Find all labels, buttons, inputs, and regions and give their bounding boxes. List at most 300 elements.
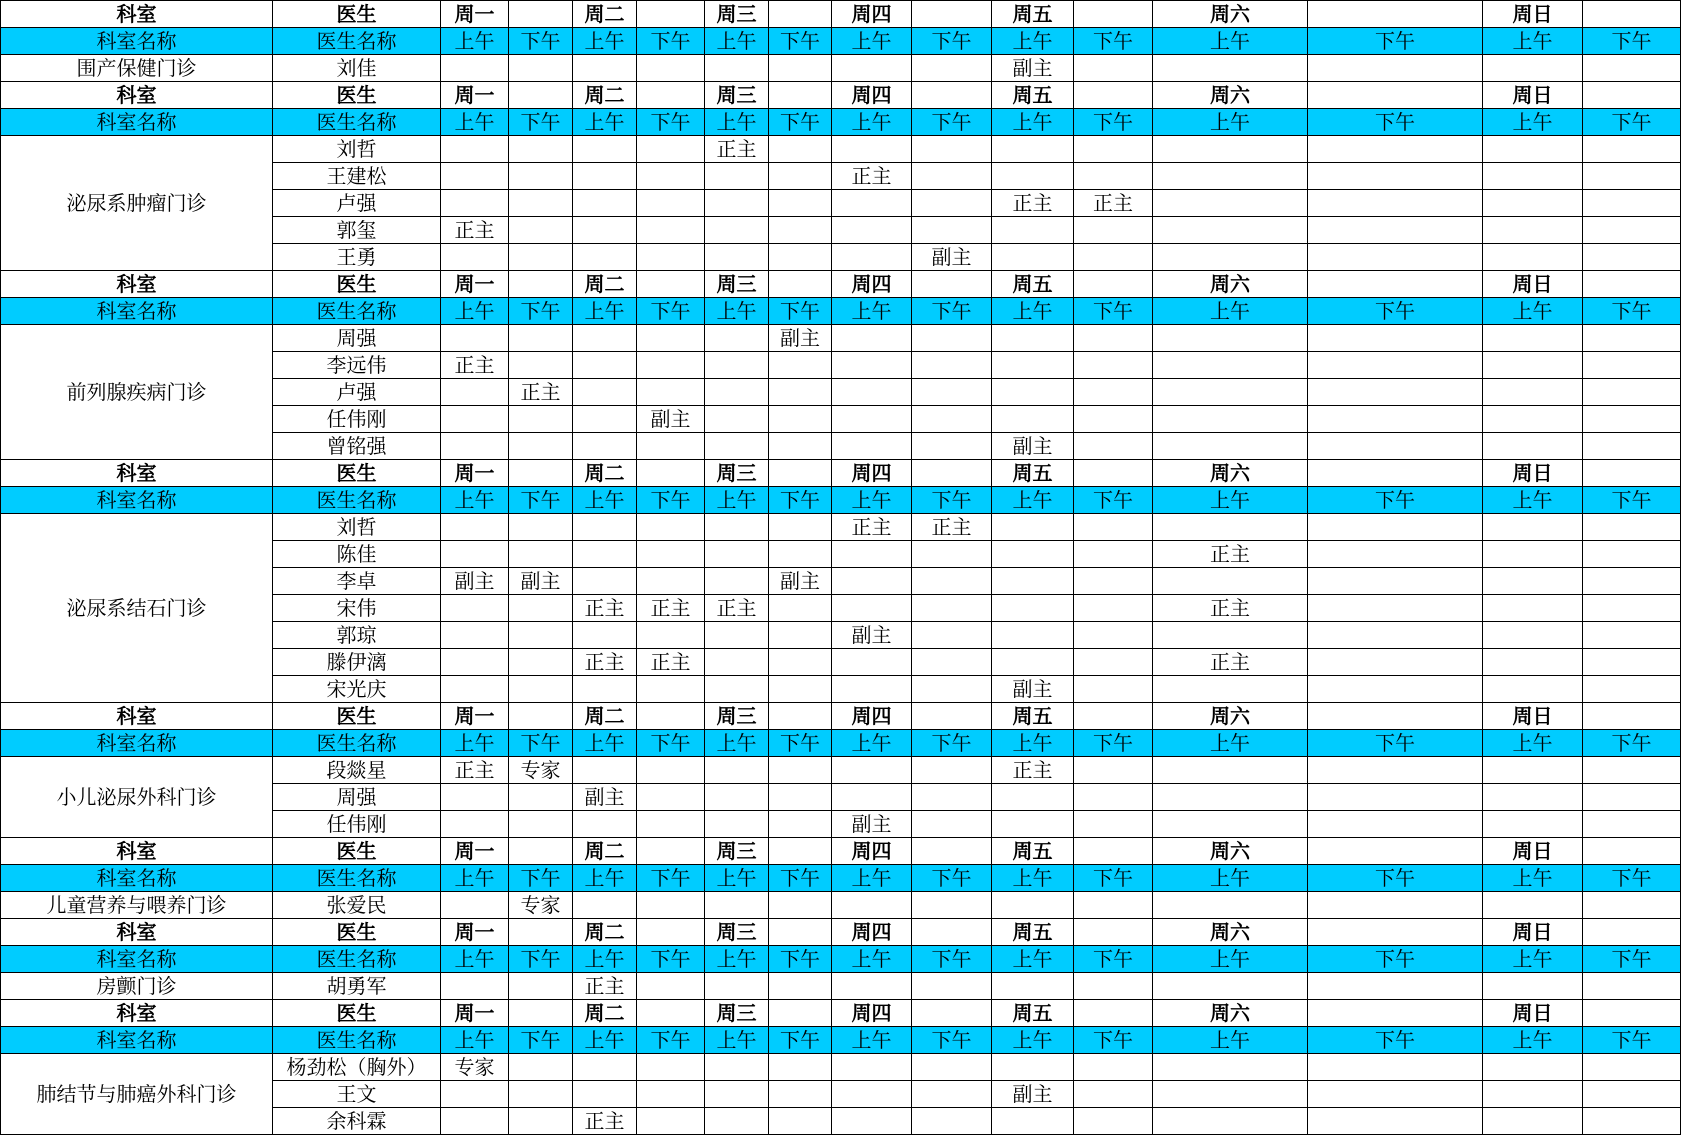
schedule-cell (992, 1054, 1074, 1081)
schedule-cell (769, 1054, 832, 1081)
subheader-cell: 下午 (637, 109, 705, 136)
subheader-row (1, 1027, 1681, 1054)
doctor-name-cell: 刘哲 (273, 514, 441, 541)
schedule-cell (1153, 352, 1308, 379)
subheader-cell: 上午 (573, 730, 637, 757)
header-cell (637, 919, 705, 946)
schedule-cell (637, 136, 705, 163)
header-cell: 科室 (1, 838, 273, 865)
header-row (1, 838, 1681, 865)
schedule-cell (992, 217, 1074, 244)
schedule-cell: 副主 (637, 406, 705, 433)
schedule-cell (573, 433, 637, 460)
schedule-cell (832, 325, 912, 352)
schedule-cell (769, 811, 832, 838)
header-cell: 周一 (441, 838, 509, 865)
subheader-cell: 上午 (1153, 298, 1308, 325)
schedule-cell (573, 406, 637, 433)
subheader-row (1, 946, 1681, 973)
schedule-cell (573, 163, 637, 190)
subheader-cell: 上午 (832, 298, 912, 325)
subheader-cell: 下午 (1074, 946, 1153, 973)
schedule-cell (769, 649, 832, 676)
header-row (1, 919, 1681, 946)
schedule-cell (1074, 1054, 1153, 1081)
schedule-cell: 正主 (637, 595, 705, 622)
subheader-cell: 下午 (1074, 730, 1153, 757)
subheader-cell: 下午 (769, 1027, 832, 1054)
subheader-cell: 上午 (573, 298, 637, 325)
header-cell (1074, 1, 1153, 28)
schedule-cell (992, 136, 1074, 163)
schedule-cell (637, 1081, 705, 1108)
schedule-cell (832, 190, 912, 217)
schedule-cell (1483, 352, 1583, 379)
schedule-cell (992, 784, 1074, 811)
subheader-cell: 下午 (1583, 1027, 1681, 1054)
schedule-cell (1308, 595, 1483, 622)
schedule-cell (509, 595, 573, 622)
header-cell: 周四 (832, 271, 912, 298)
subheader-cell: 上午 (573, 109, 637, 136)
subheader-cell: 上午 (1153, 946, 1308, 973)
schedule-cell (912, 568, 992, 595)
doctor-name-cell: 杨劲松（胸外） (273, 1054, 441, 1081)
subheader-cell: 上午 (705, 109, 769, 136)
schedule-cell (573, 325, 637, 352)
header-cell (912, 460, 992, 487)
header-cell: 周日 (1483, 82, 1583, 109)
header-cell (769, 1, 832, 28)
schedule-cell (832, 973, 912, 1000)
doctor-name-cell: 卢强 (273, 190, 441, 217)
header-cell: 医生 (273, 1000, 441, 1027)
header-cell: 周日 (1483, 703, 1583, 730)
schedule-cell (637, 244, 705, 271)
header-cell: 周三 (705, 703, 769, 730)
schedule-cell (705, 892, 769, 919)
header-cell: 周五 (992, 271, 1074, 298)
doctor-name-cell: 郭玺 (273, 217, 441, 244)
doctor-name-cell: 滕伊漓 (273, 649, 441, 676)
header-cell: 医生 (273, 919, 441, 946)
schedule-cell (912, 784, 992, 811)
header-cell (509, 703, 573, 730)
schedule-cell (441, 136, 509, 163)
schedule-cell (1308, 757, 1483, 784)
schedule-cell (1153, 568, 1308, 595)
schedule-cell (1153, 514, 1308, 541)
header-cell: 周六 (1153, 703, 1308, 730)
header-cell: 科室 (1, 703, 273, 730)
schedule-cell (912, 379, 992, 406)
schedule-cell (1483, 784, 1583, 811)
schedule-cell (769, 163, 832, 190)
schedule-cell (1483, 649, 1583, 676)
header-cell: 周六 (1153, 271, 1308, 298)
schedule-cell (441, 1081, 509, 1108)
schedule-cell: 副主 (441, 568, 509, 595)
header-cell (1308, 919, 1483, 946)
schedule-cell (441, 622, 509, 649)
subheader-cell: 上午 (992, 487, 1074, 514)
schedule-cell (832, 217, 912, 244)
schedule-cell (1483, 136, 1583, 163)
schedule-cell (509, 784, 573, 811)
schedule-cell: 正主 (637, 649, 705, 676)
subheader-cell: 下午 (637, 865, 705, 892)
subheader-cell: 上午 (1483, 730, 1583, 757)
schedule-cell (441, 406, 509, 433)
schedule-cell (637, 622, 705, 649)
subheader-cell: 上午 (573, 487, 637, 514)
header-cell (912, 703, 992, 730)
schedule-cell: 正主 (832, 514, 912, 541)
schedule-cell (1583, 892, 1681, 919)
schedule-cell (1583, 1081, 1681, 1108)
header-cell (1583, 1, 1681, 28)
schedule-cell (832, 406, 912, 433)
schedule-cell (509, 352, 573, 379)
header-cell: 周一 (441, 919, 509, 946)
schedule-cell (1483, 892, 1583, 919)
schedule-cell (992, 811, 1074, 838)
schedule-cell (1583, 973, 1681, 1000)
schedule-cell (637, 1108, 705, 1135)
subheader-cell: 下午 (1583, 298, 1681, 325)
subheader-row (1, 487, 1681, 514)
schedule-cell (832, 757, 912, 784)
header-cell: 周二 (573, 460, 637, 487)
schedule-cell (769, 55, 832, 82)
header-cell: 医生 (273, 703, 441, 730)
schedule-cell (1583, 757, 1681, 784)
schedule-cell (992, 568, 1074, 595)
subheader-cell: 下午 (509, 109, 573, 136)
subheader-cell: 上午 (832, 109, 912, 136)
subheader-cell: 下午 (1583, 109, 1681, 136)
header-cell: 周一 (441, 82, 509, 109)
schedule-cell (705, 757, 769, 784)
schedule-cell (705, 1054, 769, 1081)
header-cell: 周六 (1153, 1, 1308, 28)
schedule-cell (1483, 379, 1583, 406)
dept-name-cell: 围产保健门诊 (1, 55, 273, 82)
subheader-cell: 上午 (1483, 28, 1583, 55)
subheader-cell: 下午 (509, 946, 573, 973)
doctor-name-cell: 刘佳 (273, 55, 441, 82)
schedule-cell (705, 406, 769, 433)
schedule-cell (1483, 244, 1583, 271)
schedule-cell (509, 1054, 573, 1081)
schedule-cell: 正主 (832, 163, 912, 190)
schedule-cell (912, 163, 992, 190)
schedule-cell (1583, 622, 1681, 649)
schedule-cell (1483, 190, 1583, 217)
header-row (1, 1, 1681, 28)
schedule-cell (1483, 811, 1583, 838)
dept-name-cell: 泌尿系结石门诊 (1, 514, 273, 703)
subheader-cell: 医生名称 (273, 730, 441, 757)
schedule-cell (705, 244, 769, 271)
schedule-cell (705, 163, 769, 190)
subheader-cell: 上午 (441, 730, 509, 757)
subheader-cell: 上午 (441, 28, 509, 55)
header-cell: 周二 (573, 271, 637, 298)
schedule-cell (912, 325, 992, 352)
schedule-cell (1483, 973, 1583, 1000)
schedule-cell (1483, 1108, 1583, 1135)
subheader-cell: 下午 (1308, 487, 1483, 514)
schedule-cell (769, 784, 832, 811)
schedule-cell (1153, 325, 1308, 352)
schedule-cell (573, 568, 637, 595)
schedule-cell (1583, 244, 1681, 271)
schedule-cell (705, 190, 769, 217)
schedule-cell (1074, 541, 1153, 568)
header-cell (1308, 271, 1483, 298)
schedule-cell: 专家 (509, 892, 573, 919)
subheader-row (1, 298, 1681, 325)
dept-name-cell: 小儿泌尿外科门诊 (1, 757, 273, 838)
schedule-cell (441, 595, 509, 622)
subheader-cell: 上午 (1153, 28, 1308, 55)
schedule-cell (1308, 622, 1483, 649)
subheader-cell: 下午 (912, 298, 992, 325)
header-cell (637, 838, 705, 865)
schedule-cell (637, 514, 705, 541)
schedule-cell (1308, 541, 1483, 568)
schedule-cell (1308, 1081, 1483, 1108)
header-cell (912, 919, 992, 946)
schedule-cell (1153, 1108, 1308, 1135)
subheader-cell: 科室名称 (1, 28, 273, 55)
schedule-cell (1308, 892, 1483, 919)
schedule-cell (1583, 406, 1681, 433)
schedule-cell (769, 190, 832, 217)
schedule-cell: 副主 (992, 55, 1074, 82)
header-cell: 周日 (1483, 919, 1583, 946)
header-cell: 医生 (273, 460, 441, 487)
doctor-name-cell: 周强 (273, 784, 441, 811)
schedule-cell (832, 55, 912, 82)
schedule-cell (1074, 568, 1153, 595)
header-cell: 周三 (705, 1, 769, 28)
schedule-cell (912, 190, 992, 217)
header-cell: 周四 (832, 838, 912, 865)
doctor-name-cell: 王文 (273, 1081, 441, 1108)
subheader-cell: 上午 (1153, 1027, 1308, 1054)
header-cell (637, 271, 705, 298)
header-cell: 周二 (573, 1, 637, 28)
subheader-cell: 下午 (912, 1027, 992, 1054)
header-cell (1074, 838, 1153, 865)
subheader-cell: 医生名称 (273, 28, 441, 55)
schedule-cell (1153, 892, 1308, 919)
header-cell: 周一 (441, 271, 509, 298)
schedule-cell (509, 973, 573, 1000)
subheader-cell: 下午 (1583, 865, 1681, 892)
schedule-cell (1483, 541, 1583, 568)
schedule-cell: 专家 (509, 757, 573, 784)
table-row (1, 325, 1681, 352)
schedule-cell (1308, 1054, 1483, 1081)
schedule-cell (992, 595, 1074, 622)
schedule-cell (509, 163, 573, 190)
schedule-cell (441, 55, 509, 82)
header-cell: 周四 (832, 82, 912, 109)
schedule-cell (1074, 595, 1153, 622)
schedule-cell (441, 1108, 509, 1135)
schedule-cell: 正主 (992, 190, 1074, 217)
schedule-cell (912, 811, 992, 838)
schedule-cell (705, 784, 769, 811)
header-cell (769, 460, 832, 487)
doctor-name-cell: 王建松 (273, 163, 441, 190)
schedule-cell (1308, 514, 1483, 541)
header-cell: 科室 (1, 1000, 273, 1027)
schedule-cell (912, 55, 992, 82)
schedule-cell (1308, 379, 1483, 406)
subheader-cell: 下午 (1583, 946, 1681, 973)
header-cell (769, 82, 832, 109)
schedule-cell: 专家 (441, 1054, 509, 1081)
schedule-cell (1074, 784, 1153, 811)
schedule-cell (637, 163, 705, 190)
schedule-cell (441, 892, 509, 919)
schedule-cell (1153, 244, 1308, 271)
doctor-name-cell: 卢强 (273, 379, 441, 406)
subheader-row (1, 865, 1681, 892)
subheader-cell: 下午 (1308, 28, 1483, 55)
header-cell: 周五 (992, 82, 1074, 109)
schedule-cell (1308, 811, 1483, 838)
schedule-cell: 副主 (912, 244, 992, 271)
schedule-cell (769, 379, 832, 406)
header-cell (509, 82, 573, 109)
subheader-cell: 下午 (1074, 865, 1153, 892)
schedule-cell (637, 973, 705, 1000)
schedule-cell (705, 325, 769, 352)
header-cell: 周六 (1153, 82, 1308, 109)
schedule-cell (769, 244, 832, 271)
schedule-cell (1153, 136, 1308, 163)
schedule-cell (1308, 352, 1483, 379)
schedule-cell (1308, 568, 1483, 595)
subheader-cell: 下午 (637, 730, 705, 757)
schedule-cell (1483, 514, 1583, 541)
schedule-cell (832, 433, 912, 460)
schedule-cell (912, 433, 992, 460)
subheader-cell: 下午 (637, 298, 705, 325)
subheader-cell: 上午 (441, 298, 509, 325)
schedule-cell (992, 406, 1074, 433)
subheader-cell: 科室名称 (1, 865, 273, 892)
header-cell (1074, 82, 1153, 109)
schedule-cell (1583, 514, 1681, 541)
header-cell (509, 460, 573, 487)
subheader-cell: 上午 (705, 1027, 769, 1054)
schedule-cell (1074, 757, 1153, 784)
schedule-cell (637, 217, 705, 244)
schedule-cell (832, 595, 912, 622)
doctor-name-cell: 宋光庆 (273, 676, 441, 703)
schedule-cell (441, 811, 509, 838)
schedule-cell (441, 244, 509, 271)
schedule-cell (769, 595, 832, 622)
subheader-cell: 下午 (509, 1027, 573, 1054)
header-cell: 科室 (1, 271, 273, 298)
subheader-cell: 下午 (637, 28, 705, 55)
subheader-row (1, 109, 1681, 136)
subheader-cell: 上午 (992, 109, 1074, 136)
header-cell: 周二 (573, 703, 637, 730)
schedule-cell (705, 217, 769, 244)
subheader-cell: 下午 (1308, 1027, 1483, 1054)
schedule-cell (1074, 1081, 1153, 1108)
schedule-cell (509, 1108, 573, 1135)
schedule-cell (769, 217, 832, 244)
header-cell: 科室 (1, 919, 273, 946)
subheader-cell: 医生名称 (273, 946, 441, 973)
schedule-cell (705, 649, 769, 676)
header-cell: 周日 (1483, 460, 1583, 487)
schedule-cell (441, 973, 509, 1000)
header-cell (912, 1000, 992, 1027)
subheader-cell: 下午 (1308, 109, 1483, 136)
header-cell: 科室 (1, 460, 273, 487)
subheader-cell: 下午 (637, 1027, 705, 1054)
subheader-cell: 上午 (705, 28, 769, 55)
schedule-cell (1308, 433, 1483, 460)
subheader-cell: 科室名称 (1, 946, 273, 973)
header-cell: 周日 (1483, 1000, 1583, 1027)
schedule-cell (1153, 973, 1308, 1000)
header-cell: 医生 (273, 82, 441, 109)
schedule-cell (1074, 406, 1153, 433)
schedule-cell (769, 973, 832, 1000)
subheader-cell: 下午 (1583, 487, 1681, 514)
schedule-cell (705, 541, 769, 568)
header-cell: 周五 (992, 1000, 1074, 1027)
schedule-cell (441, 784, 509, 811)
schedule-cell (573, 55, 637, 82)
schedule-cell (1074, 676, 1153, 703)
schedule-cell (992, 379, 1074, 406)
schedule-cell (1074, 433, 1153, 460)
schedule-cell (705, 1108, 769, 1135)
schedule-cell: 副主 (832, 811, 912, 838)
subheader-cell: 上午 (832, 946, 912, 973)
schedule-cell (992, 649, 1074, 676)
header-cell: 周二 (573, 838, 637, 865)
table-row (1, 55, 1681, 82)
header-cell (912, 838, 992, 865)
schedule-cell (1483, 595, 1583, 622)
schedule-cell (912, 1081, 992, 1108)
schedule-cell (1153, 676, 1308, 703)
header-cell (769, 919, 832, 946)
schedule-cell (441, 325, 509, 352)
header-cell: 周五 (992, 703, 1074, 730)
header-row (1, 82, 1681, 109)
schedule-cell (1583, 1054, 1681, 1081)
schedule-cell (1483, 325, 1583, 352)
header-row (1, 460, 1681, 487)
schedule-cell (1583, 595, 1681, 622)
schedule-cell (1308, 325, 1483, 352)
schedule-cell (509, 622, 573, 649)
